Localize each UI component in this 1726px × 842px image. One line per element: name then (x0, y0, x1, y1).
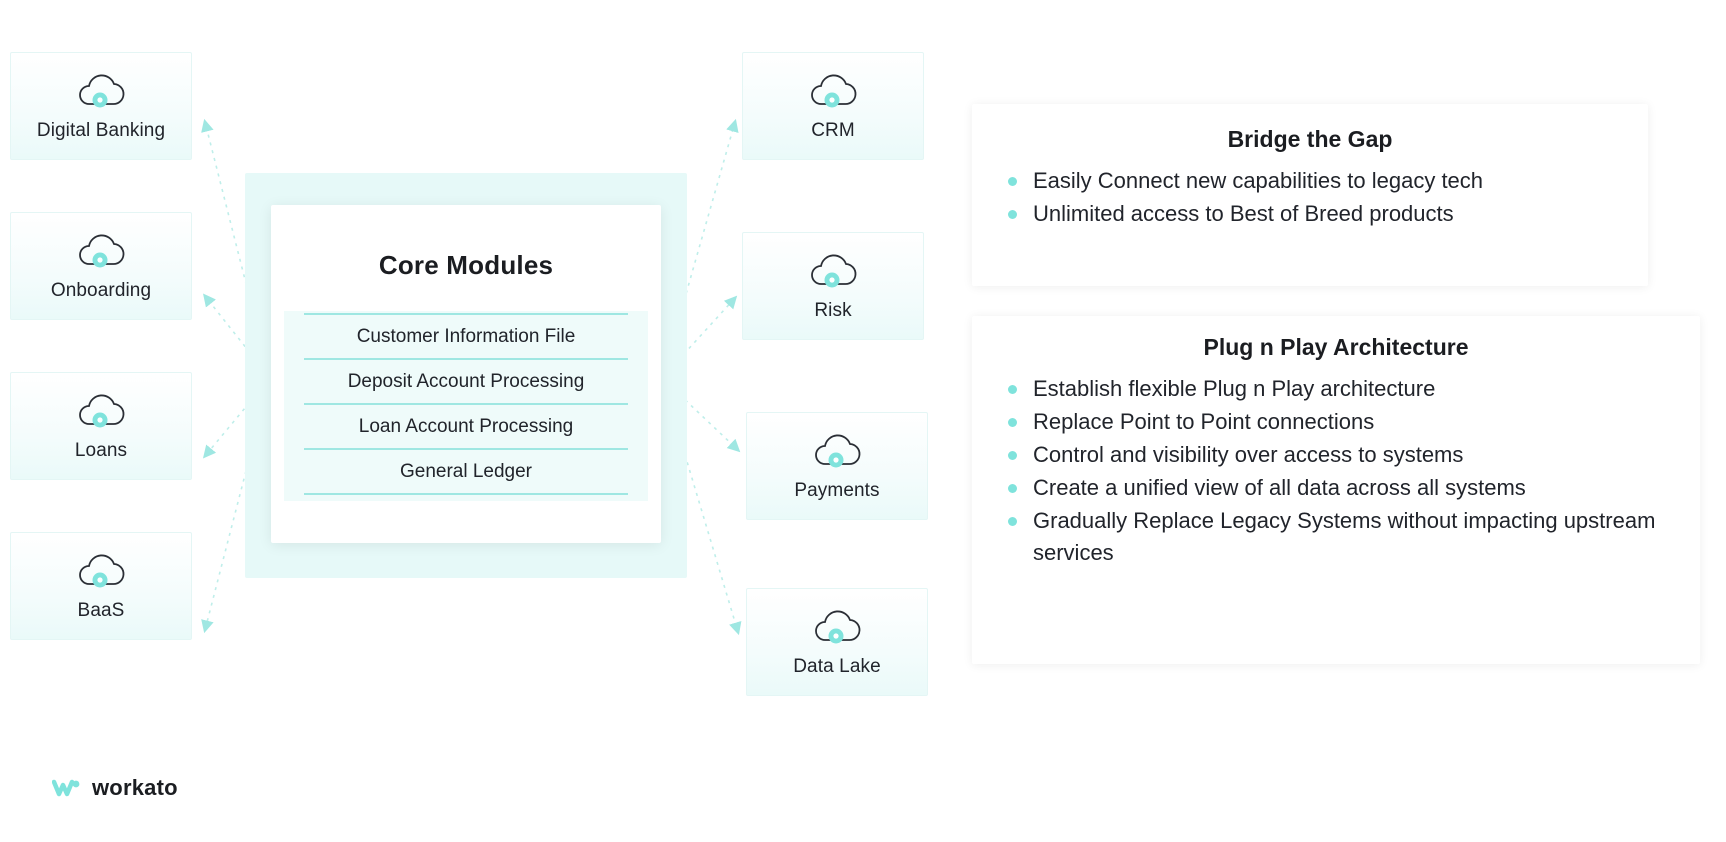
list-item-text: Gradually Replace Legacy Systems without impacting upstream services (1033, 508, 1656, 565)
node-label: Loans (74, 440, 128, 461)
node-crm[interactable] (742, 52, 924, 160)
panel-title: Bridge the Gap (1227, 126, 1393, 152)
list-item (1008, 373, 1672, 405)
node-data-lake[interactable] (746, 588, 928, 696)
node-label: Onboarding (50, 280, 152, 301)
list-item-text: Create a unified view of all data across all systems (1033, 475, 1526, 500)
cloud-gear-icon (73, 230, 129, 274)
core-modules-card (271, 205, 661, 543)
bullet-dot-icon (1008, 418, 1017, 427)
bullet-dot-icon (1008, 517, 1017, 526)
node-label: CRM (811, 120, 855, 141)
cloud-gear-icon (809, 606, 865, 650)
cloud-gear-icon (73, 70, 129, 114)
node-onboarding[interactable] (10, 212, 192, 320)
node-loans[interactable] (10, 372, 192, 480)
workato-logo (52, 775, 178, 801)
list-item-text: Unlimited access to Best of Breed products (1033, 201, 1454, 226)
node-label: BaaS (77, 600, 125, 621)
workato-wordmark: workato (92, 775, 178, 800)
panel-title: Plug n Play Architecture (1203, 334, 1469, 360)
panel-plug-n-play-architecture (972, 316, 1700, 664)
core-module-item[interactable]: Deposit Account Processing (304, 360, 628, 405)
bullet-dot-icon (1008, 451, 1017, 460)
node-label: Data Lake (793, 656, 881, 677)
panel-bullet-list (972, 373, 1700, 569)
workato-logo-icon (52, 776, 82, 800)
cloud-gear-icon (73, 550, 129, 594)
core-module-item[interactable]: General Ledger (304, 450, 628, 495)
bullet-dot-icon (1008, 385, 1017, 394)
list-item (1008, 198, 1620, 230)
bullet-dot-icon (1008, 210, 1017, 219)
node-payments[interactable] (746, 412, 928, 520)
list-item (1008, 505, 1672, 569)
cloud-gear-icon (809, 430, 865, 474)
node-digital-banking[interactable] (10, 52, 192, 160)
bullet-dot-icon (1008, 177, 1017, 186)
node-label: Digital Banking (36, 120, 166, 141)
bullet-dot-icon (1008, 484, 1017, 493)
core-module-item[interactable]: Loan Account Processing (304, 405, 628, 450)
core-modules-list (284, 311, 648, 501)
node-baas[interactable] (10, 532, 192, 640)
core-module-item[interactable]: Customer Information File (304, 313, 628, 360)
node-label: Risk (814, 300, 852, 321)
list-item-text: Easily Connect new capabilities to legacy tech (1033, 168, 1484, 193)
list-item (1008, 472, 1672, 504)
node-risk[interactable] (742, 232, 924, 340)
list-item (1008, 165, 1620, 197)
core-modules-title: Core Modules (378, 250, 554, 280)
list-item-text: Establish flexible Plug n Play architecture (1033, 376, 1436, 401)
cloud-gear-icon (805, 250, 861, 294)
cloud-gear-icon (73, 390, 129, 434)
list-item (1008, 439, 1672, 471)
list-item (1008, 406, 1672, 438)
node-label: Payments (794, 480, 880, 501)
list-item-text: Control and visibility over access to systems (1033, 442, 1464, 467)
panel-bridge-the-gap (972, 104, 1648, 286)
panel-bullet-list (972, 165, 1648, 230)
cloud-gear-icon (805, 70, 861, 114)
list-item-text: Replace Point to Point connections (1033, 409, 1375, 434)
